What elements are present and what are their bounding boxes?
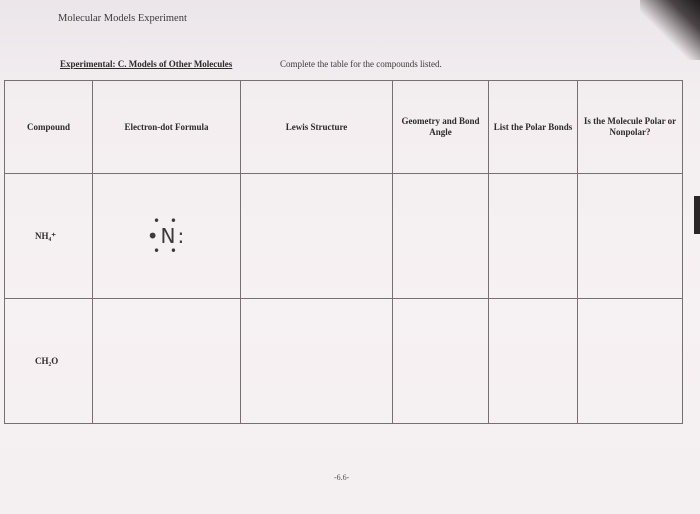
header-lewis-structure: Lewis Structure (241, 81, 393, 174)
right-dots: : (177, 224, 187, 248)
table-row (5, 299, 683, 424)
header-geometry: Geometry and Bond Angle (393, 81, 489, 174)
header-electron-dot: Electron-dot Formula (93, 81, 241, 174)
electron-dot-cell[interactable] (93, 299, 241, 424)
compounds-table (4, 80, 683, 424)
document-title: Molecular Models Experiment (58, 13, 187, 24)
photo-shadow (640, 0, 700, 60)
geometry-cell[interactable] (393, 174, 489, 299)
header-polarity: Is the Molecule Polar or Nonpolar? (578, 81, 683, 174)
compound-cell: CH₂O (5, 299, 93, 424)
nitrogen-symbol: N (160, 224, 178, 248)
section-heading: Experimental: C. Models of Other Molecules (60, 59, 233, 69)
polar-bonds-cell[interactable] (489, 174, 578, 299)
header-polar-bonds: List the Polar Bonds (489, 81, 578, 174)
page-number: -6.6- (334, 473, 350, 482)
lewis-structure-cell[interactable] (241, 299, 393, 424)
table-header-row (5, 81, 683, 174)
top-dots: • • (153, 214, 180, 228)
left-dot: • (146, 224, 161, 248)
compound-cell: NH₄⁺ (5, 174, 93, 299)
polarity-cell[interactable] (578, 174, 683, 299)
page-edge-mark (694, 196, 700, 234)
instruction-text: Complete the table for the compounds listed. (280, 59, 442, 69)
polarity-cell[interactable] (578, 299, 683, 424)
lewis-structure-cell[interactable] (241, 174, 393, 299)
table-row (5, 174, 683, 299)
geometry-cell[interactable] (393, 299, 489, 424)
polar-bonds-cell[interactable] (489, 299, 578, 424)
electron-dot-cell[interactable] (93, 174, 241, 299)
header-compound: Compound (5, 81, 93, 174)
bottom-dots: • • (153, 244, 180, 258)
